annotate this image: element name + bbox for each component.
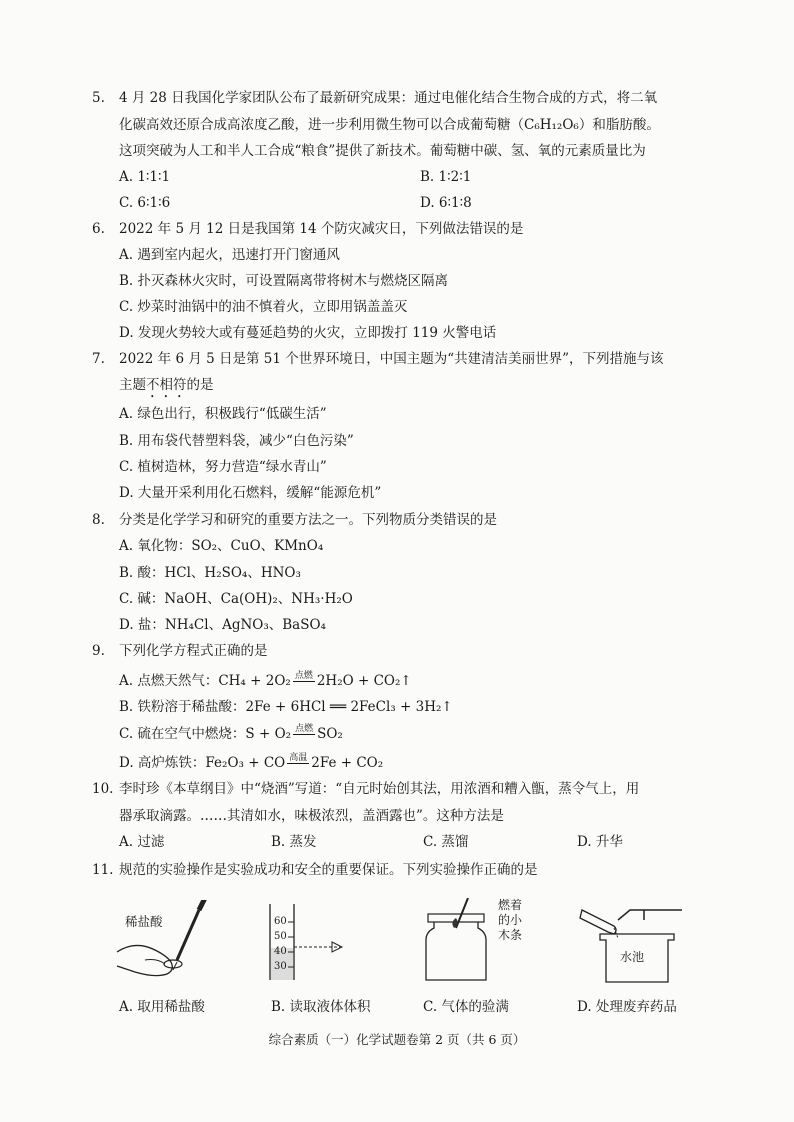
q5-option-d: D. 6∶1∶8	[420, 195, 472, 211]
q11-stem: 规范的实验操作是实验成功和安全的重要保证。下列实验操作正确的是	[119, 862, 538, 878]
q9-option-d	[119, 753, 383, 773]
q11-option-d: D. 处理废弃药品	[577, 999, 677, 1015]
q9-c-right: SO₂	[317, 726, 343, 742]
fig-c-label-1: 燃着	[498, 898, 523, 912]
q7-option-b: B. 用布袋代替塑料袋，减少“白色污染”	[119, 433, 354, 449]
figure-d-sink	[578, 898, 688, 988]
q9-option-c	[119, 724, 343, 744]
q6-number: 6.	[92, 221, 105, 237]
fig-b-scale	[274, 914, 287, 974]
q5-stem-line3: 这项突破为人工和半人工合成“粮食”提供了新技术。葡萄糖中碳、氢、氧的元素质量比为	[119, 143, 646, 159]
q11-number: 11.	[92, 862, 114, 878]
tick-30: 30	[274, 961, 287, 972]
q7-stem-line2	[119, 375, 214, 401]
q5-stem-line2: 化碳高效还原合成高浓度乙酸，进一步利用微生物可以合成葡萄糖（C₆H₁₂O₆）和脂肪酸。	[119, 117, 660, 133]
q7-stem-line1: 2022 年 6 月 5 日是第 51 个世界环境日，中国主题为“共建清洁美丽世界”，下列措施与该	[119, 351, 664, 367]
q9-d-condition: 高温	[289, 753, 308, 763]
fig-c-label-2: 的小	[498, 913, 523, 927]
q9-c-condition: 点燃	[295, 724, 314, 734]
tick-50: 50	[274, 931, 287, 942]
figure-c-gas-bottle	[420, 898, 530, 990]
q9-number: 9.	[92, 643, 105, 659]
fig-d-label: 水池	[620, 950, 645, 964]
q5-number: 5.	[92, 90, 105, 106]
q10-stem-line1: 李时珍《本草纲目》中“烧酒”写道：“自元时始创其法，用浓酒和糟入甑，蒸令气上，用	[119, 781, 640, 797]
q7-stem-post: 的是	[186, 377, 214, 393]
q10-option-a: A. 过滤	[119, 834, 165, 850]
q8-stem: 分类是化学学习和研究的重要方法之一。下列物质分类错误的是	[119, 512, 497, 528]
tick-60: 60	[274, 916, 287, 927]
q10-stem-line2: 器承取滴露。……其清如水，味极浓烈，盖酒露也”。这种方法是	[119, 808, 504, 824]
q8-option-b: B. 酸：HCl、H₂SO₄、HNO₃	[119, 565, 301, 581]
q5-option-c: C. 6∶1∶6	[119, 195, 171, 211]
q5-stem-line1: 4 月 28 日我国化学家团队公布了最新研究成果：通过电催化结合生物合成的方式，将二氧	[119, 90, 658, 106]
tick-40: 40	[274, 946, 287, 957]
q7-option-d: D. 大量开采利用化石燃料，缓解“能源危机”	[119, 485, 382, 501]
q7-stem-pre: 主题	[119, 377, 146, 393]
q10-option-d: D. 升华	[577, 834, 623, 850]
q8-number: 8.	[92, 512, 105, 528]
q7-option-a: A. 绿色出行，积极践行“低碳生活”	[119, 406, 327, 422]
q6-stem: 2022 年 5 月 12 日是我国第 14 个防灾减灾日，下列做法错误的是	[119, 221, 524, 237]
fig-c-label	[498, 898, 522, 943]
q8-option-a: A. 氧化物：SO₂、CuO、KMnO₄	[119, 538, 324, 554]
figure-a-dropper	[115, 900, 215, 990]
q10-option-b: B. 蒸发	[271, 834, 317, 850]
fig-c-label-3: 木条	[498, 928, 523, 942]
q6-option-c: C. 炒菜时油锅中的油不慎着火，立即用锅盖盖灭	[119, 299, 408, 315]
q9-option-b: B. 铁粉溶于稀盐酸：2Fe + 6HCl ══ 2FeCl₃ + 3H₂↑	[119, 699, 453, 715]
q9-a-right: 2H₂O + CO₂↑	[316, 673, 412, 689]
page-footer: 综合素质（一）化学试题卷第 2 页（共 6 页）	[268, 1032, 526, 1047]
q9-d-right: 2Fe + CO₂	[311, 755, 384, 771]
q7-number: 7.	[92, 351, 105, 367]
q7-emphasis: 不相符	[146, 377, 187, 393]
q6-option-d: D. 发现火势较大或有蔓延趋势的火灾，立即拨打 119 火警电话	[119, 325, 497, 341]
q9-a-left: A. 点燃天然气：CH₄ + 2O₂	[119, 673, 291, 689]
q9-c-left: C. 硫在空气中燃烧：S + O₂	[119, 726, 292, 742]
q8-option-c: C. 碱：NaOH、Ca(OH)₂、NH₃·H₂O	[119, 591, 353, 607]
fig-a-label: 稀盐酸	[125, 914, 163, 929]
q7-option-c: C. 植树造林，努力营造“绿水青山”	[119, 459, 327, 475]
q6-option-a: A. 遇到室内起火，迅速打开门窗通风	[119, 247, 340, 263]
q8-option-d: D. 盐：NH₄Cl、AgNO₃、BaSO₄	[119, 617, 326, 633]
q9-d-left: D. 高炉炼铁：Fe₂O₃ + CO	[119, 755, 286, 771]
q9-option-a	[119, 671, 412, 691]
q10-number: 10.	[92, 781, 114, 797]
q6-option-b: B. 扑灭森林火灾时，可设置隔离带将树木与燃烧区隔离	[119, 273, 449, 289]
q10-option-c: C. 蒸馏	[423, 834, 469, 850]
q9-a-condition: 点燃	[294, 671, 313, 681]
q5-option-a: A. 1∶1∶1	[119, 169, 171, 185]
q9-stem: 下列化学方程式正确的是	[119, 643, 268, 659]
sink-illustration	[578, 898, 688, 988]
q11-option-c: C. 气体的验满	[423, 999, 509, 1015]
q11-option-a: A. 取用稀盐酸	[119, 999, 205, 1015]
q5-option-b: B. 1∶2∶1	[420, 169, 472, 185]
figure-b-cylinder	[268, 900, 358, 990]
q11-option-b: B. 读取液体体积	[271, 999, 371, 1015]
